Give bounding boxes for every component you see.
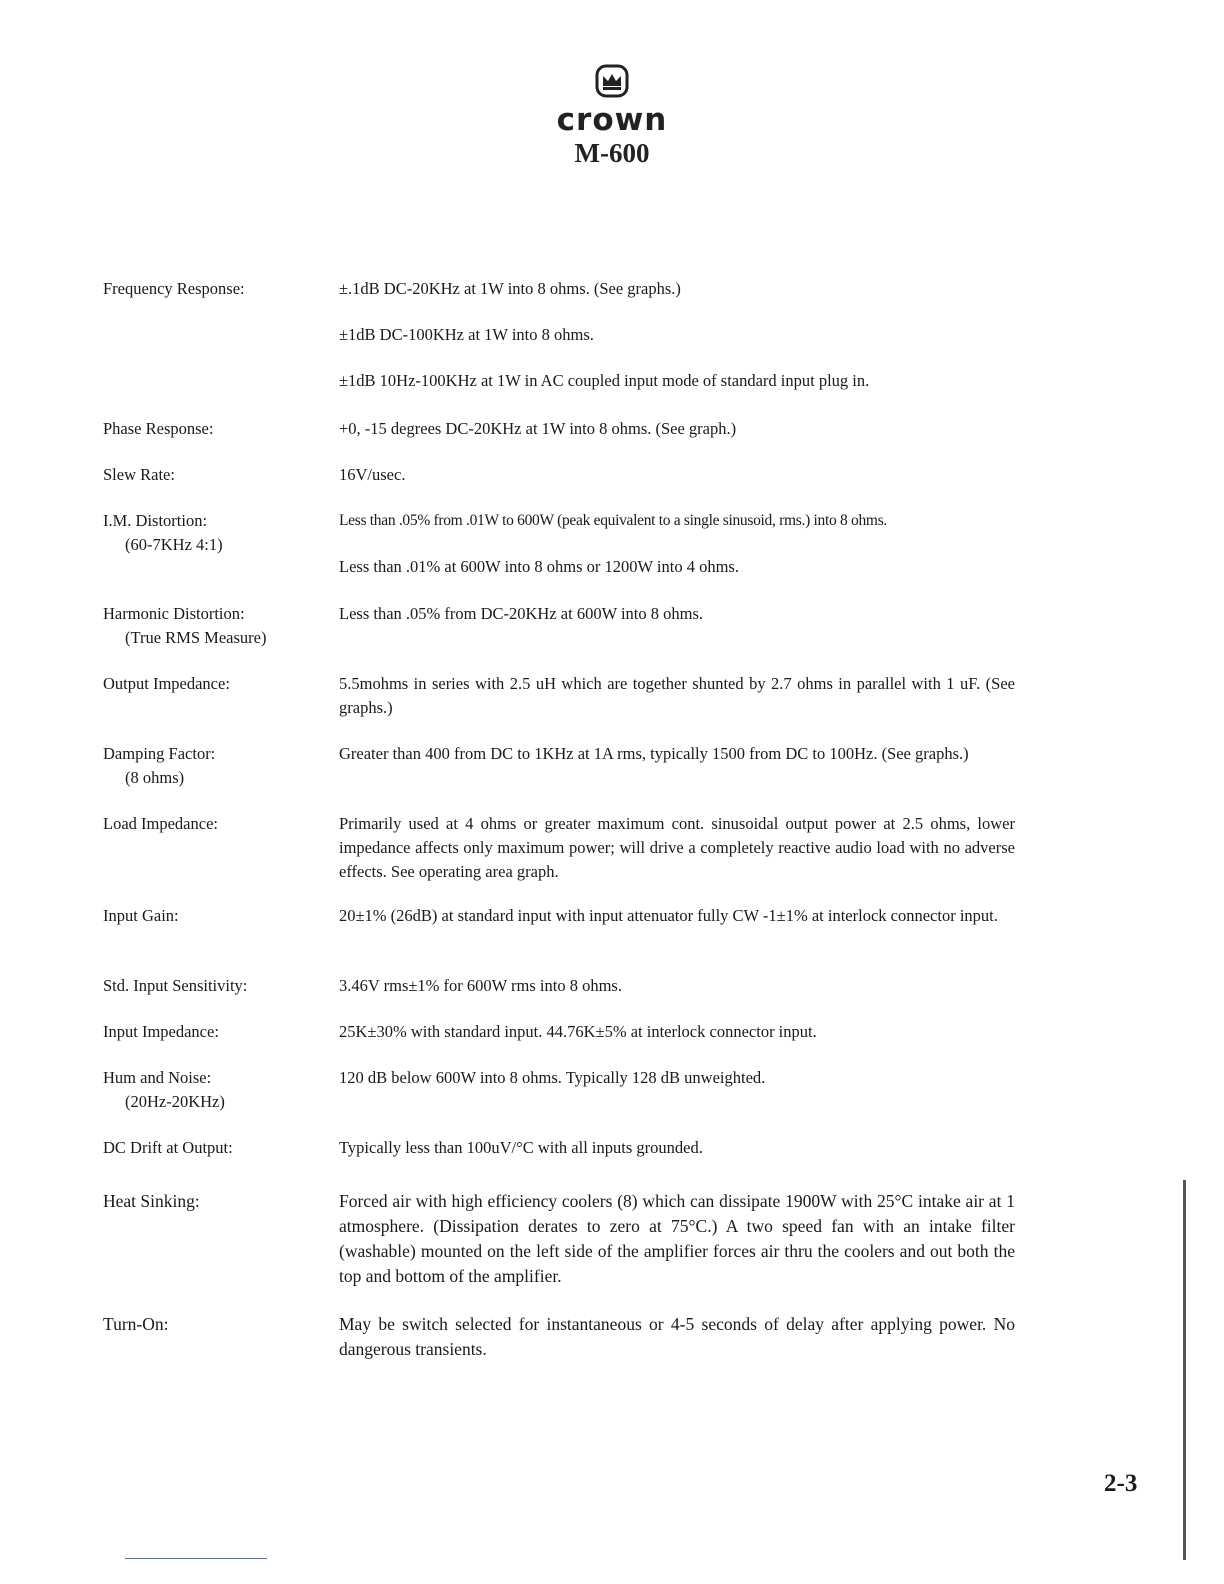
spec-label: Frequency Response: bbox=[103, 279, 245, 298]
spec-label: Load Impedance: bbox=[103, 814, 218, 833]
spec-label: DC Drift at Output: bbox=[103, 1138, 233, 1157]
spec-value: Primarily used at 4 ohms or greater maximum cont. sinusoidal output power at 2.5 ohms, lower impedance affects only maximum power; will drive a completely reactive audio load with no adverse effects. See operating area graph. bbox=[339, 814, 1015, 881]
spec-label: Hum and Noise: (20Hz-20KHz) bbox=[103, 1066, 323, 1114]
spec-value: 16V/usec. bbox=[339, 465, 406, 484]
page-number: 2-3 bbox=[1104, 1470, 1138, 1497]
spec-sublabel: (60-7KHz 4:1) bbox=[125, 535, 223, 554]
spec-value: Greater than 400 from DC to 1KHz at 1A rms, typically 1500 from DC to 100Hz. (See graphs.) bbox=[339, 744, 969, 763]
model-title: M-600 bbox=[574, 138, 650, 168]
spec-sublabel: (20Hz-20KHz) bbox=[125, 1092, 225, 1111]
spec-label: Input Impedance: bbox=[103, 1022, 219, 1041]
spec-sublabel: (True RMS Measure) bbox=[125, 628, 267, 647]
spec-label: Output Impedance: bbox=[103, 674, 230, 693]
spec-value: 3.46V rms±1% for 600W rms into 8 ohms. bbox=[339, 976, 622, 995]
spec-value: 120 dB below 600W into 8 ohms. Typically 128 dB unweighted. bbox=[339, 1068, 766, 1087]
spec-label: Turn-On: bbox=[103, 1314, 169, 1334]
spec-value: Forced air with high efficiency coolers (8) which can dissipate 1900W with 25°C intake air at 1 atmosphere. (Dissipation derates to zero at 75°C.) A two speed fan with an intake filter (washable) mounted on the left side of the amplifier forces air thru the coolers and out both the top and bottom of the amplifier. bbox=[339, 1191, 1015, 1286]
footer-rule bbox=[125, 1558, 267, 1559]
spec-label: I.M. Distortion: (60-7KHz 4:1) bbox=[103, 509, 323, 557]
spec-sublabel: (8 ohms) bbox=[125, 768, 185, 787]
crown-logo-icon bbox=[595, 64, 629, 98]
spec-label: Damping Factor: (8 ohms) bbox=[103, 742, 323, 790]
spec-label: Input Gain: bbox=[103, 906, 179, 925]
spec-value: Less than .05% from .01W to 600W (peak equivalent to a single sinusoid, rms.) into 8 ohms. Less than .01% at 600W into 8 ohms or 1200W into 4 ohms. bbox=[339, 512, 887, 576]
spec-label: Std. Input Sensitivity: bbox=[103, 976, 248, 995]
spec-value: +0, -15 degrees DC-20KHz at 1W into 8 ohms. (See graph.) bbox=[339, 419, 737, 438]
spec-value: 20±1% (26dB) at standard input with input attenuator fully CW -1±1% at interlock connector input. bbox=[339, 906, 998, 925]
spec-value: May be switch selected for instantaneous or 4-5 seconds of delay after applying power. No dangerous transients. bbox=[339, 1314, 1015, 1359]
page-header bbox=[0, 64, 1224, 169]
spec-label: Slew Rate: bbox=[103, 465, 175, 484]
spec-value: Less than .05% from DC-20KHz at 600W into 8 ohms. bbox=[339, 604, 704, 623]
margin-rule bbox=[1183, 1180, 1186, 1560]
spec-value: 25K±30% with standard input. 44.76K±5% at interlock connector input. bbox=[339, 1022, 817, 1041]
spec-value: ±.1dB DC-20KHz at 1W into 8 ohms. (See graphs.) ±1dB DC-100KHz at 1W into 8 ohms. ±1dB 10Hz-100KHz at 1W in AC coupled input mode of standard input plug in. bbox=[339, 279, 870, 390]
spec-label: Harmonic Distortion: (True RMS Measure) bbox=[103, 602, 323, 650]
brand-name: crown bbox=[556, 102, 668, 138]
spec-label: Phase Response: bbox=[103, 419, 214, 438]
spec-value: 5.5mohms in series with 2.5 uH which are together shunted by 2.7 ohms in parallel with 1 uF. (See graphs.) bbox=[339, 674, 1015, 717]
spec-value: Typically less than 100uV/°C with all inputs grounded. bbox=[339, 1138, 703, 1157]
spec-label: Heat Sinking: bbox=[103, 1191, 200, 1211]
